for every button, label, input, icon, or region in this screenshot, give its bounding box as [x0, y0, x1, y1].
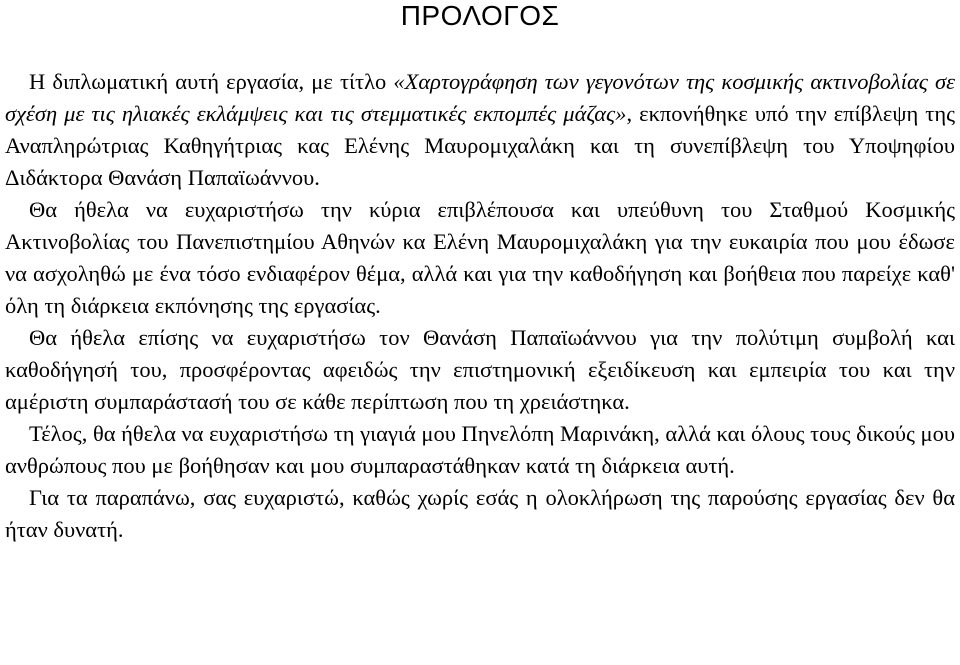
paragraph-thanks-family: Τέλος, θα ήθελα να ευχαριστήσω τη γιαγιά μου Πηνελόπη Μαρινάκη, αλλά και όλους τους δικούς μου ανθρώπους που με βοήθησαν και μου συμπαραστάθηκαν κατά τη διάρκεια αυτή.: [5, 421, 955, 478]
paragraph-closing: Για τα παραπάνω, σας ευχαριστώ, καθώς χωρίς εσάς η ολοκλήρωση της παρούσης εργασίας δεν θα ήταν δυνατή.: [5, 485, 955, 542]
paragraph-introduction: [5, 66, 955, 194]
paragraph-introduction-tail: , εκπονήθηκε υπό την επίβλεψη της Αναπληρώτριας Καθηγήτριας κας Ελένης Μαυρομιχαλάκη και τη συνεπίβλεψη του Υποψηφίου Διδάκτορα Θανάση Παπαϊωάννου.: [5, 101, 955, 190]
page-title: ΠΡΟΛΟΓΟΣ: [400, 0, 560, 31]
document-page: [5, 0, 955, 546]
thesis-title-italic: «Χαρτογράφηση των γεγονότων της κοσμικής ακτινοβολίας σε σχέση με τις ηλιακές εκλάμψεις και τις στεμματικές εκπομπές μάζας»: [5, 69, 955, 126]
paragraph-thanks-supervisor: Θα ήθελα να ευχαριστήσω την κύρια επιβλέπουσα και υπεύθυνη του Σταθμού Κοσμικής Ακτινοβολίας του Πανεπιστημίου Αθηνών κα Ελένη Μαυρομιχαλάκη για την ευκαιρία που μου έδωσε να ασχοληθώ με ένα τόσο ενδιαφέρον θέμα, αλλά και για την καθοδήγηση και βοήθεια που παρείχε καθ' όλη τη διάρκεια εκπόνησης της εργασίας.: [5, 197, 955, 318]
paragraph-introduction-lead: Η διπλωματική αυτή εργασία, με τίτλο: [29, 69, 394, 94]
paragraph-thanks-cosupervisor: Θα ήθελα επίσης να ευχαριστήσω τον Θανάση Παπαϊωάννου για την πολύτιμη συμβολή και καθοδήγησή του, προσφέροντας αφειδώς την επιστημονική εξειδίκευση και εμπειρία του και την αμέριστη συμπαράστασή του σε κάθε περίπτωση που τη χρειάστηκα.: [5, 325, 955, 414]
